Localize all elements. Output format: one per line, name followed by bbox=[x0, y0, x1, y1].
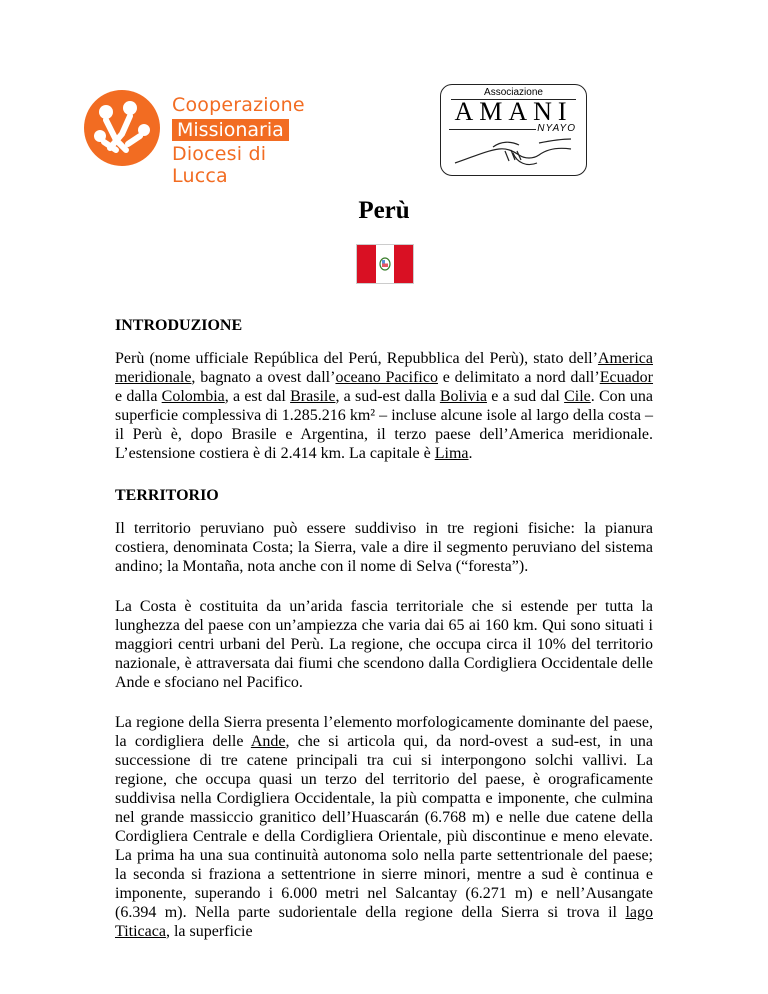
logo-line-3: Diocesi di Lucca bbox=[172, 143, 267, 187]
territorio-heading: TERRITORIO bbox=[115, 487, 219, 504]
flag-stripe-right bbox=[394, 245, 413, 283]
logo-line-2: Missionaria bbox=[172, 119, 289, 141]
territorio-paragraph-3 bbox=[115, 713, 653, 941]
text-run: , bagnato a ovest dall’ bbox=[191, 369, 336, 386]
peru-flag-icon bbox=[356, 244, 414, 284]
logo-subname: NYAYO bbox=[537, 123, 576, 134]
link-oceano-pacifico[interactable]: oceano Pacifico bbox=[335, 369, 438, 386]
link-bolivia[interactable]: Bolivia bbox=[439, 388, 487, 405]
link-america-meridionale[interactable]: America meridionale bbox=[115, 350, 653, 386]
text-run: e dalla bbox=[115, 388, 162, 405]
text-run: , la superficie bbox=[165, 923, 253, 940]
amani-association-logo bbox=[440, 84, 587, 176]
flag-stripe-center bbox=[376, 245, 395, 283]
text-run: , a sud-est dalla bbox=[335, 388, 440, 405]
text-run: . bbox=[468, 445, 473, 462]
text-run: e a sud dal bbox=[486, 388, 565, 405]
coat-of-arms-icon bbox=[376, 245, 394, 283]
link-ecuador[interactable]: Ecuador bbox=[599, 369, 654, 386]
link-lima[interactable]: Lima bbox=[434, 445, 469, 462]
cooperazione-missionaria-logo bbox=[82, 88, 312, 187]
territorio-paragraph-1: Il territorio peruviano può essere suddiviso in tre regioni fisiche: la pianura costiera, denominata Costa; la Sierra, vale a dire il segmento peruviano del sistema andino; la Montaña, nota anche con il nome di Selva (“foresta”). bbox=[115, 520, 653, 575]
territorio-paragraph-2: La Costa è costituita da un’arida fascia territoriale che si estende per tutta la lunghezza del paese con un’ampiezza che varia dai 65 ai 160 km. Qui sono situati i maggiori centri urbani del Perù. La regione, che occupa circa il 10% del territorio nazionale, è attraversata dai fiumi che scendono dalla Cordigliera Occidentale delle Ande e sfociano nel Pacifico. bbox=[115, 598, 653, 691]
people-circle-icon bbox=[82, 88, 168, 168]
handshake-icon bbox=[453, 133, 573, 171]
link-lago-titicaca[interactable]: lago Titicaca bbox=[115, 904, 653, 940]
link-ande[interactable]: Ande bbox=[250, 733, 286, 750]
link-colombia[interactable]: Colombia bbox=[161, 388, 225, 405]
link-brasile[interactable]: Brasile bbox=[290, 388, 336, 405]
intro-heading: INTRODUZIONE bbox=[115, 317, 243, 334]
logo-line-1: Cooperazione bbox=[172, 94, 305, 116]
intro-paragraph bbox=[115, 349, 653, 463]
logo-name: AMANI bbox=[454, 97, 573, 126]
text-run: La regione della Sierra presenta l’elemento morfologicamente dominante del paese, la cordigliera delle bbox=[115, 714, 653, 750]
text-run: , a est dal bbox=[224, 388, 291, 405]
text-run: . Con una superficie complessiva di 1.285.216 km² – incluse alcune isole al largo della costa – il Perù è, dopo Brasile e Argentina, il terzo paese dell’America meridionale. L’estensione costiera è di 2.414 km. La capitale è bbox=[115, 388, 654, 462]
link-cile[interactable]: Cile bbox=[564, 388, 591, 405]
logo-assoc-label: Associazione bbox=[441, 87, 586, 99]
text-run: Perù (nome ufficiale República del Perú, Repubblica del Perù), stato dell’ bbox=[115, 350, 598, 367]
text-run: e delimitato a nord dall’ bbox=[437, 369, 600, 386]
text-run: , che si articola qui, da nord-ovest a sud-est, in una successione di tre catene principali tra cui si interpongono solchi vallivi. La regione, che occupa quasi un terzo del territorio del paese, è orograficamente suddivisa nella Cordigliera Occidentale, la più compatta e imponente, che culmina nel grande massiccio granitico dell’Huascarán (6.768 m) e nelle due catene della Cordigliera Centrale e della Cordigliera Orientale, più discontinue e meno elevate. La prima ha una sua continuità autonoma solo nella parte settentrionale del paese; la seconda si fraziona a settentrione in sierre minori, mentre a sud è continua e imponente, superando i 6.000 metri nel Salcantay (6.271 m) e nell’Ausangate (6.394 m). Nella parte sudorientale della regione della Sierra si trova il bbox=[115, 733, 653, 921]
page-title: Perù bbox=[358, 197, 410, 224]
logo-rule bbox=[449, 129, 536, 130]
flag-stripe-left bbox=[357, 245, 376, 283]
